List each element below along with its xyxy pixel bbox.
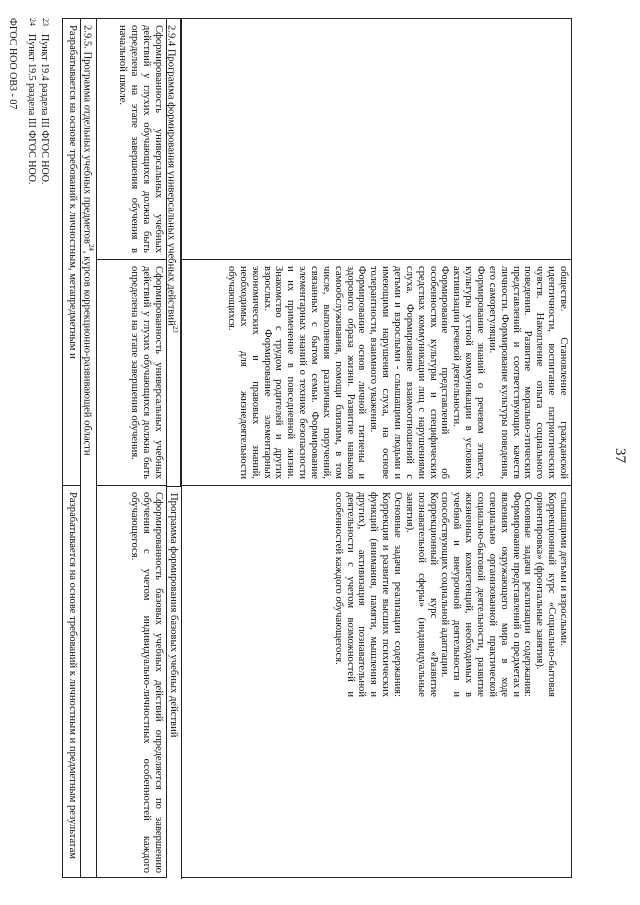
page-number: 37 [612, 448, 628, 463]
section-294-col2: Сформированность универсальных учебных действий у глухих обучающихся должна быть определена на этапе завершения обучения. [97, 260, 166, 486]
paragraph: Коррекционный курс «Развитие познавательной сферы» (индивидуальные занятия). [403, 492, 439, 697]
footnote: 23Пункт 19.4 раздела III ФГОС НОО. [39, 18, 50, 185]
section-title: 2.9.5. Программа отдельных учебных предметов [81, 25, 93, 244]
section-294-col3-title: Программа формирования базовых учебных действий [167, 486, 181, 879]
paragraph: Коррекционный курс «Социально-бытовая ориентировка» (фронтальные занятия). [534, 492, 558, 697]
section-295-col12: Разрабатывается на основе требований к личностным, метапредметным и [63, 19, 80, 486]
paragraph: слышащими детьми и взрослыми. [558, 492, 569, 646]
footnote-ref: 23 [171, 325, 179, 333]
section-294-body-row [97, 19, 167, 877]
paragraph: обществе. Становление гражданской идентичности, воспитание патриотических чувств. Накопление опыта социального поведения. Развитие морально-этических представлений и соответствующих качеств личности. Формирование культуры поведения, его саморегуляции. [486, 266, 569, 479]
paragraph: Основные задачи реализации содержания: Формирование представлений о предметах и явлениях окружающего мира в ходе специально организованной практической социально-бытовой деятельности, развитие жизненных компетенций, необходимых в учебной и внеурочной деятельности и способствующих социальной адаптации. [439, 492, 534, 697]
section-294-col3: Сформированность базовых учебных действий определяется по завершению обучения с учетом индивидуально-личностных особенностей каждого обучающегося. [129, 492, 164, 873]
section-title-suffix: , курсов коррекционно-развивающей области [81, 250, 93, 456]
requirements-table [62, 18, 572, 878]
column-1-empty [182, 19, 571, 260]
column-3-text [182, 486, 571, 879]
footnotes [25, 18, 50, 184]
paragraph: Основные задачи реализации содержания: Коррекция и развитие высших психических функций (внимания, памяти, мышления и других), активизация познавательной деятельности с учетом возможностей и особенностей каждого обучающегося. [332, 492, 403, 697]
column-2-text [182, 260, 571, 486]
footnote: 24Пункт 19.5 раздела III ФГОС НОО. [26, 18, 38, 185]
footnote-ref: 24 [87, 243, 95, 251]
paragraph: Формирование основ личной гигиены и здорового образа жизни. Развитие навыков самообслуживания, помощи близким, в том числе, выполнения различных поручений, связанных с бытом семьи. Формирование элементарных знаний о технике безопасности и их применение в повседневной жизни. Знакомство с трудом родителей и других взрослых. Формирование элементарных экономических и правовых знаний, необходимых для жизнедеятельности обучающихся. [225, 266, 368, 479]
section-295-body-row [63, 19, 81, 877]
table-top-block [181, 19, 571, 879]
paragraph: Формирование представлений об особенностях культуры и специфических средствах коммуникации лиц с нарушениями слуха. Формирование взаимоотношений с детьми и взрослыми - слышащими людьми и имеющими нарушения слуха, на основе толерантности, взаимного уважения. [368, 266, 451, 479]
standard-code: ФГОС НОО ОВЗ - 07 [7, 18, 18, 110]
section-295-col3: Разрабатывается на основе требований к личностным и предметным результатам [67, 492, 78, 859]
section-294-col1: Сформированность универсальных учебных действий у глухих обучающихся должна быть определена на этапе завершения обучения в начальной школе. [97, 19, 166, 260]
paragraph: Формирование знаний о речевом этикете, культуры устной коммуникации в условиях активизации речевой деятельности. [451, 266, 486, 479]
section-295-title-row [81, 19, 97, 877]
section-title: 2.9.4 Программа формирования универсальных учебных действий [165, 25, 177, 326]
